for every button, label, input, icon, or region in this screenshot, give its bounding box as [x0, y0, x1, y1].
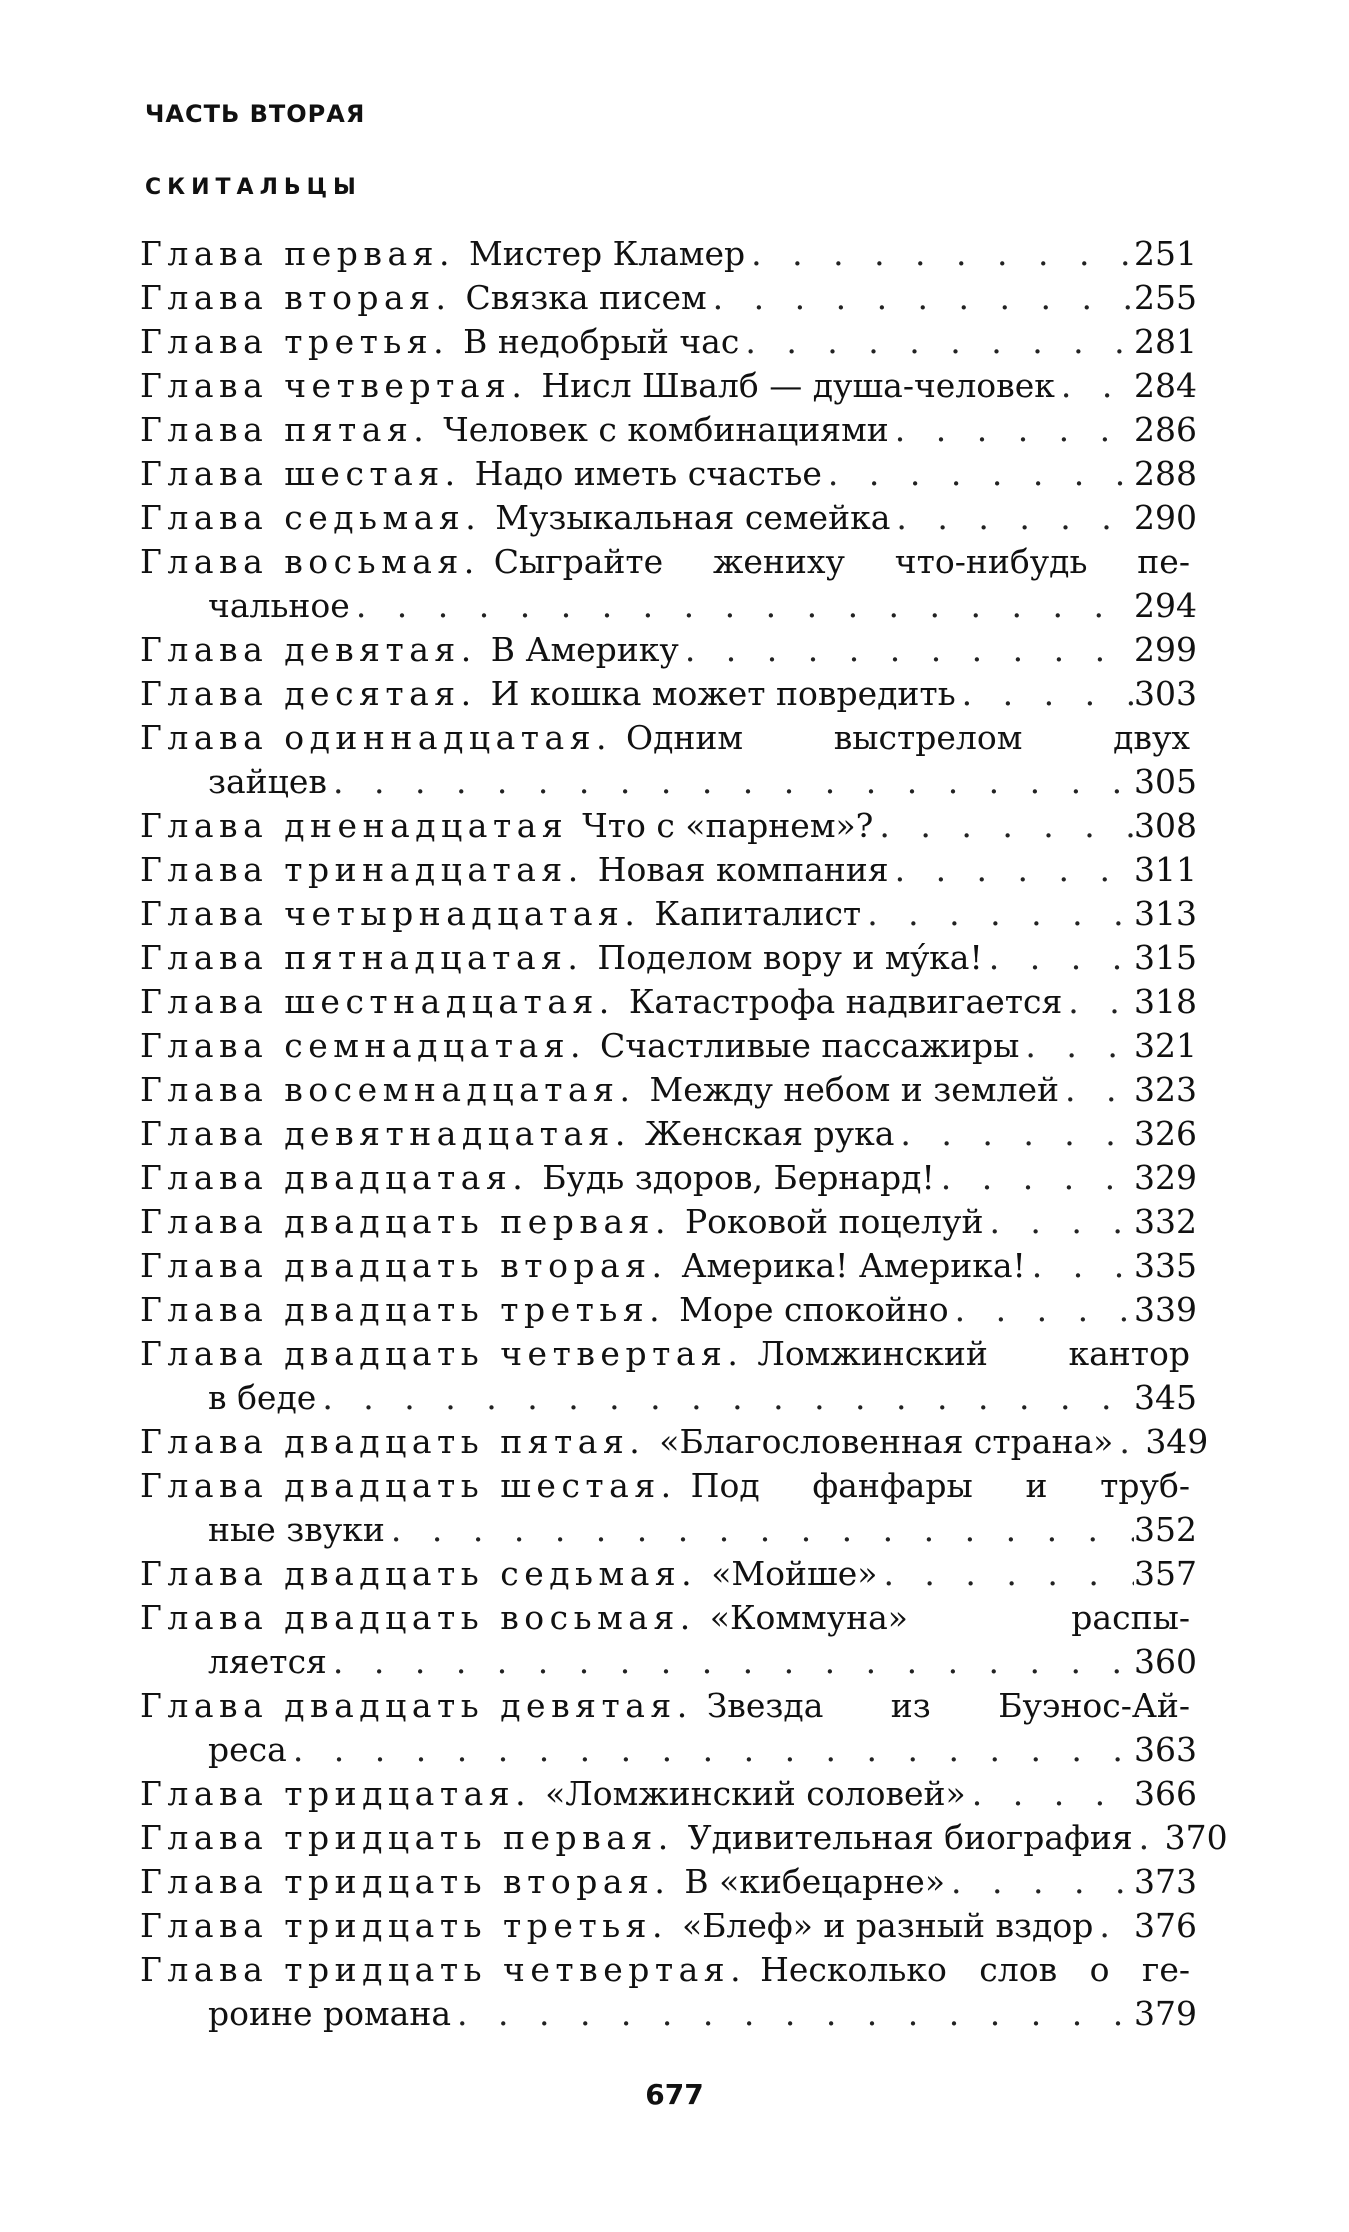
toc-entry-line: [140, 1772, 1197, 1816]
toc-entry-line: [140, 1948, 1190, 1992]
toc-entry-line: [140, 1024, 1197, 1068]
toc-entry: [140, 1420, 1209, 1464]
toc-entry-line: [140, 1332, 1190, 1376]
toc-entry-line: [140, 1244, 1197, 1288]
chapter-title: Удивительная биография: [687, 1818, 1133, 1857]
chapter-label: Глава дненадцатая: [140, 806, 569, 845]
toc-entry-line: [140, 1684, 1190, 1728]
chapter-title: Мистер Кламер: [468, 234, 746, 273]
toc-entry: [140, 716, 1197, 804]
chapter-title: «Ломжинский соловей»: [545, 1774, 966, 1813]
chapter-title-continuation: роине романа: [208, 1994, 452, 2033]
chapter-title-continuation: чальное: [208, 586, 350, 625]
section-title: СКИТАЛЬЦЫ: [145, 175, 362, 200]
toc-entry-continuation: [140, 1992, 1197, 2036]
toc-entry-line: [140, 980, 1197, 1024]
toc-entry: [140, 1200, 1197, 1244]
chapter-title: Ломжинский кантор: [757, 1334, 1190, 1373]
chapter-label: Глава двадцать вторая.: [140, 1246, 668, 1285]
toc-entry-line: [140, 320, 1197, 364]
toc-entry: [140, 1068, 1197, 1112]
chapter-title: Звезда из Буэнос-Ай-: [706, 1686, 1190, 1725]
dot-leader: [1062, 980, 1134, 1024]
page-ref: 366: [1134, 1774, 1197, 1813]
toc-entry-line: [140, 1860, 1197, 1904]
dot-leader: [745, 232, 1134, 276]
chapter-label: Глава девятая.: [140, 630, 477, 669]
toc-entry: [140, 496, 1197, 540]
chapter-title: Под фанфары и труб-: [690, 1466, 1190, 1505]
dot-leader: [451, 1992, 1134, 2036]
toc-entry-line: [140, 1552, 1197, 1596]
chapter-title: И кошка может повредить: [490, 674, 956, 713]
dot-leader: [739, 320, 1134, 364]
toc-entry-line: [140, 1816, 1228, 1860]
chapter-title-continuation: ные звуки: [208, 1510, 385, 1549]
toc-entry: [140, 1464, 1197, 1552]
page-ref: 305: [1134, 762, 1197, 801]
page-ref: 376: [1134, 1906, 1197, 1945]
chapter-label: Глава восемнадцатая.: [140, 1070, 636, 1109]
chapter-label: Глава третья.: [140, 322, 450, 361]
toc-entry-line: [140, 276, 1197, 320]
toc-entry: [140, 364, 1197, 408]
toc-entry: [140, 1552, 1197, 1596]
chapter-label: Глава первая.: [140, 234, 455, 273]
chapter-title: Связка писем: [465, 278, 707, 317]
toc-entry-line: [140, 232, 1197, 276]
chapter-title: Одним выстрелом двух: [626, 718, 1190, 757]
chapter-label: Глава одиннадцатая.: [140, 718, 613, 757]
toc-entry-continuation: [140, 1728, 1197, 1772]
chapter-title: Счастливые пассажиры: [600, 1026, 1020, 1065]
chapter-title: Новая компания: [597, 850, 889, 889]
page-ref: 326: [1134, 1114, 1197, 1153]
toc-entry: [140, 408, 1197, 452]
toc-entry: [140, 1244, 1197, 1288]
toc-entry-line: [140, 1200, 1197, 1244]
toc-entry: [140, 936, 1197, 980]
toc-entry: [140, 452, 1197, 496]
toc-entry-line: [140, 936, 1197, 980]
toc-entry-line: [140, 1904, 1197, 1948]
chapter-label: Глава шестнадцатая.: [140, 982, 615, 1021]
page-ref: 373: [1134, 1862, 1197, 1901]
chapter-title: Капиталист: [654, 894, 862, 933]
toc-entry: [140, 320, 1197, 364]
dot-leader: [327, 760, 1134, 804]
page-ref: 286: [1134, 410, 1197, 449]
chapter-label: Глава десятая.: [140, 674, 477, 713]
dot-leader: [316, 1376, 1134, 1420]
page-ref: 379: [1134, 1994, 1197, 2033]
toc-entry: [140, 1156, 1197, 1200]
toc-entry: [140, 1904, 1197, 1948]
chapter-label: Глава двадцать восьмая.: [140, 1598, 696, 1637]
page-ref: 255: [1134, 278, 1197, 317]
toc-entry: [140, 1112, 1197, 1156]
chapter-label: Глава тридцать первая.: [140, 1818, 674, 1857]
chapter-label: Глава двадцать седьмая.: [140, 1554, 698, 1593]
chapter-label: Глава вторая.: [140, 278, 452, 317]
chapter-title: Надо иметь счастье: [474, 454, 822, 493]
toc-entry: [140, 1288, 1197, 1332]
chapter-label: Глава девятнадцатая.: [140, 1114, 631, 1153]
chapter-label: Глава семнадцатая.: [140, 1026, 587, 1065]
toc-entry-continuation: [140, 1376, 1197, 1420]
page-ref: 329: [1134, 1158, 1197, 1197]
chapter-title: Женская рука: [644, 1114, 895, 1153]
dot-leader: [287, 1728, 1134, 1772]
chapter-label: Глава тридцать четвертая.: [140, 1950, 747, 1989]
toc-entry-line: [140, 1596, 1190, 1640]
page-ref: 308: [1134, 806, 1197, 845]
dot-leader: [877, 1552, 1134, 1596]
chapter-title: «Мойше»: [711, 1554, 878, 1593]
chapter-label: Глава тридцать вторая.: [140, 1862, 671, 1901]
chapter-label: Глава четвертая.: [140, 366, 528, 405]
dot-leader: [873, 804, 1134, 848]
chapter-title: В Америку: [490, 630, 679, 669]
toc-entry: [140, 1024, 1197, 1068]
page-ref: 284: [1134, 366, 1197, 405]
page-ref: 360: [1134, 1642, 1197, 1681]
page-ref: 281: [1134, 322, 1197, 361]
toc-entry-continuation: [140, 760, 1197, 804]
toc-entry-continuation: [140, 1640, 1197, 1684]
chapter-title: Америка! Америка!: [681, 1246, 1026, 1285]
toc-entry-continuation: [140, 1508, 1197, 1552]
dot-leader: [983, 1200, 1134, 1244]
toc-entry-line: [140, 1288, 1197, 1332]
chapter-title: «Коммуна» распы-: [709, 1598, 1190, 1637]
dot-leader: [1113, 1420, 1145, 1464]
chapter-title: «Блеф» и разный вздор: [681, 1906, 1094, 1945]
page-ref: 357: [1134, 1554, 1197, 1593]
toc-entry-line: [140, 628, 1197, 672]
dot-leader: [894, 1112, 1134, 1156]
dot-leader: [949, 1288, 1134, 1332]
chapter-title: В недобрый час: [463, 322, 740, 361]
chapter-title: Будь здоров, Бернард!: [542, 1158, 935, 1197]
toc-entry-line: [140, 672, 1197, 716]
toc-entry-line: [140, 1420, 1209, 1464]
page-ref: 345: [1134, 1378, 1197, 1417]
dot-leader: [889, 848, 1134, 892]
page-ref: 315: [1134, 938, 1197, 977]
toc-entry: [140, 540, 1197, 628]
page-ref: 363: [1134, 1730, 1197, 1769]
chapter-title: Музыкальная семейка: [495, 498, 891, 537]
page-ref: 321: [1134, 1026, 1197, 1065]
dot-leader: [385, 1508, 1134, 1552]
page-ref: 349: [1145, 1422, 1209, 1461]
chapter-label: Глава шестая.: [140, 454, 461, 493]
dot-leader: [890, 496, 1134, 540]
chapter-label: Глава двадцать девятая.: [140, 1686, 693, 1725]
page-ref: 290: [1134, 498, 1197, 537]
chapter-label: Глава двадцать третья.: [140, 1290, 666, 1329]
page-ref: 339: [1134, 1290, 1197, 1329]
toc-entry: [140, 892, 1197, 936]
chapter-label: Глава пятнадцатая.: [140, 938, 584, 977]
toc-entry: [140, 1948, 1197, 2036]
chapter-label: Глава тринадцатая.: [140, 850, 584, 889]
chapter-label: Глава седьмая.: [140, 498, 482, 537]
dot-leader: [679, 628, 1134, 672]
toc-entry: [140, 628, 1197, 672]
toc-entry-line: [140, 452, 1197, 496]
dot-leader: [945, 1860, 1134, 1904]
chapter-title: Человек с комбинациями: [443, 410, 889, 449]
page-ref: 313: [1134, 894, 1197, 933]
page-ref: 288: [1134, 454, 1197, 493]
chapter-title: В «кибецарне»: [684, 1862, 946, 1901]
dot-leader: [350, 584, 1134, 628]
chapter-title: Между небом и землей: [649, 1070, 1059, 1109]
chapter-label: Глава пятая.: [140, 410, 430, 449]
dot-leader: [861, 892, 1134, 936]
toc-entry: [140, 980, 1197, 1024]
chapter-label: Глава четырнадцатая.: [140, 894, 641, 933]
page-ref: 299: [1134, 630, 1197, 669]
dot-leader: [1026, 1244, 1134, 1288]
dot-leader: [1055, 364, 1134, 408]
toc-entry: [140, 276, 1197, 320]
chapter-label: Глава двадцать шестая.: [140, 1466, 677, 1505]
page-ref: 251: [1134, 234, 1197, 273]
dot-leader: [983, 936, 1134, 980]
toc-entry: [140, 232, 1197, 276]
chapter-label: Глава тридцать третья.: [140, 1906, 668, 1945]
chapter-title-continuation: реса: [208, 1730, 287, 1769]
chapter-title: «Благословенная страна»: [659, 1422, 1114, 1461]
dot-leader: [822, 452, 1134, 496]
dot-leader: [956, 672, 1134, 716]
chapter-title-continuation: в беде: [208, 1378, 317, 1417]
chapter-title-continuation: зайцев: [208, 762, 327, 801]
toc-entry: [140, 1860, 1197, 1904]
dot-leader: [707, 276, 1134, 320]
toc-entry: [140, 1596, 1197, 1684]
chapter-title: Море спокойно: [679, 1290, 949, 1329]
toc-entry-line: [140, 716, 1190, 760]
dot-leader: [1133, 1816, 1165, 1860]
toc-entry-line: [140, 540, 1190, 584]
toc-entry-line: [140, 364, 1197, 408]
chapter-title: Что с «парнем»?: [582, 806, 874, 845]
page-ref: 303: [1134, 674, 1197, 713]
toc-entry: [140, 1772, 1197, 1816]
chapter-label: Глава тридцатая.: [140, 1774, 532, 1813]
chapter-title: Роковой поцелуй: [684, 1202, 984, 1241]
toc-entry-line: [140, 1068, 1197, 1112]
dot-leader: [935, 1156, 1134, 1200]
dot-leader: [327, 1640, 1134, 1684]
dot-leader: [1019, 1024, 1134, 1068]
chapter-title: Нисл Швалб — душа-человек: [541, 366, 1055, 405]
toc-entry-line: [140, 848, 1197, 892]
chapter-label: Глава двадцать первая.: [140, 1202, 671, 1241]
toc-entry: [140, 804, 1197, 848]
toc-entry-line: [140, 408, 1197, 452]
dot-leader: [1059, 1068, 1134, 1112]
chapter-title-continuation: ляется: [208, 1642, 327, 1681]
toc-entry-line: [140, 892, 1197, 936]
page-ref: 352: [1134, 1510, 1197, 1549]
toc-entry-continuation: [140, 584, 1197, 628]
toc-entry-line: [140, 1156, 1197, 1200]
table-of-contents: [140, 232, 1228, 2036]
page-ref: 332: [1134, 1202, 1197, 1241]
chapter-label: Глава двадцать пятая.: [140, 1422, 646, 1461]
dot-leader: [889, 408, 1134, 452]
page-number: 677: [645, 2078, 704, 2111]
part-title: ЧАСТЬ ВТОРАЯ: [145, 100, 366, 128]
dot-leader: [966, 1772, 1134, 1816]
chapter-title: Катастрофа надвигается: [628, 982, 1063, 1021]
toc-entry: [140, 1816, 1228, 1860]
chapter-title: Сыграйте жениху что-нибудь пе-: [493, 542, 1190, 581]
toc-entry-line: [140, 804, 1197, 848]
page-ref: 294: [1134, 586, 1197, 625]
toc-entry: [140, 672, 1197, 716]
chapter-label: Глава двадцатая.: [140, 1158, 529, 1197]
chapter-title: Поделом вору и мýка!: [597, 938, 983, 977]
toc-entry: [140, 848, 1197, 892]
page-ref: 323: [1134, 1070, 1197, 1109]
chapter-label: Глава двадцать четвертая.: [140, 1334, 744, 1373]
dot-leader: [1093, 1904, 1134, 1948]
chapter-title: Несколько слов о ге-: [760, 1950, 1190, 1989]
toc-entry-line: [140, 496, 1197, 540]
chapter-label: Глава восьмая.: [140, 542, 480, 581]
toc-entry-line: [140, 1112, 1197, 1156]
page-ref: 335: [1134, 1246, 1197, 1285]
page-ref: 370: [1164, 1818, 1228, 1857]
toc-entry-line: [140, 1464, 1190, 1508]
page-ref: 311: [1134, 850, 1197, 889]
page-ref: 318: [1134, 982, 1197, 1021]
toc-entry: [140, 1332, 1197, 1420]
toc-entry: [140, 1684, 1197, 1772]
